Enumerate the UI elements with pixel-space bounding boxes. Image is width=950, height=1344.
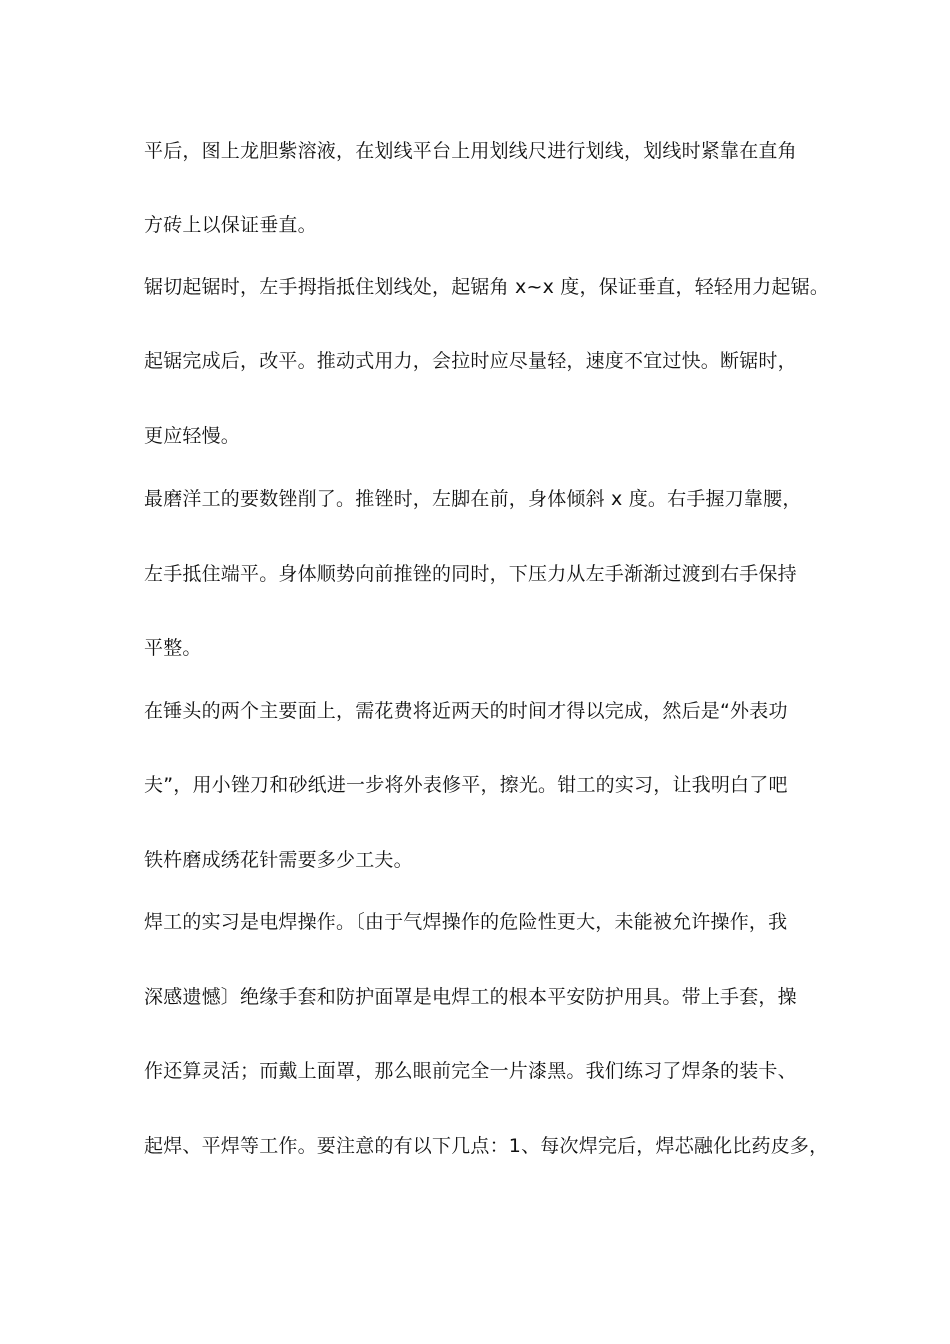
text-line: 深感遗憾〕绝缘手套和防护面罩是电焊工的根本平安防护用具。带上手套，操 bbox=[144, 986, 797, 1008]
text-line: 平后，图上龙胆紫溶液，在划线平台上用划线尺进行划线，划线时紧靠在直角 bbox=[144, 140, 797, 162]
text-line: 在锤头的两个主要面上，需花费将近两天的时间才得以完成，然后是“外表功 bbox=[144, 700, 788, 722]
text-line: 方砖上以保证垂直。 bbox=[144, 214, 317, 236]
text-line: 锯切起锯时，左手拇指抵住划线处，起锯角 x~x 度，保证垂直，轻轻用力起锯。 bbox=[144, 276, 830, 298]
text-line: 更应轻慢。 bbox=[144, 425, 241, 447]
text-line: 左手抵住端平。身体顺势向前推锉的同时，下压力从左手渐渐过渡到右手保持 bbox=[144, 563, 797, 585]
text-line: 夫”，用小锉刀和砂纸进一步将外表修平，擦光。钳工的实习，让我明白了吧 bbox=[144, 774, 788, 796]
text-line: 铁杵磨成绣花针需要多少工夫。 bbox=[144, 849, 413, 871]
text-line: 焊工的实习是电焊操作。〔由于气焊操作的危险性更大，未能被允许操作，我 bbox=[144, 911, 788, 933]
text-line: 起焊、平焊等工作。要注意的有以下几点：1、每次焊完后，焊芯融化比药皮多， bbox=[144, 1135, 829, 1157]
text-line: 作还算灵活；而戴上面罩，那么眼前完全一片漆黑。我们练习了焊条的装卡、 bbox=[144, 1060, 797, 1082]
text-line: 起锯完成后，改平。推动式用力，会拉时应尽量轻，速度不宜过快。断锯时， bbox=[144, 350, 797, 372]
text-line: 最磨洋工的要数锉削了。推锉时，左脚在前，身体倾斜 x 度。右手握刀靠腰， bbox=[144, 488, 802, 510]
text-line: 平整。 bbox=[144, 637, 202, 659]
